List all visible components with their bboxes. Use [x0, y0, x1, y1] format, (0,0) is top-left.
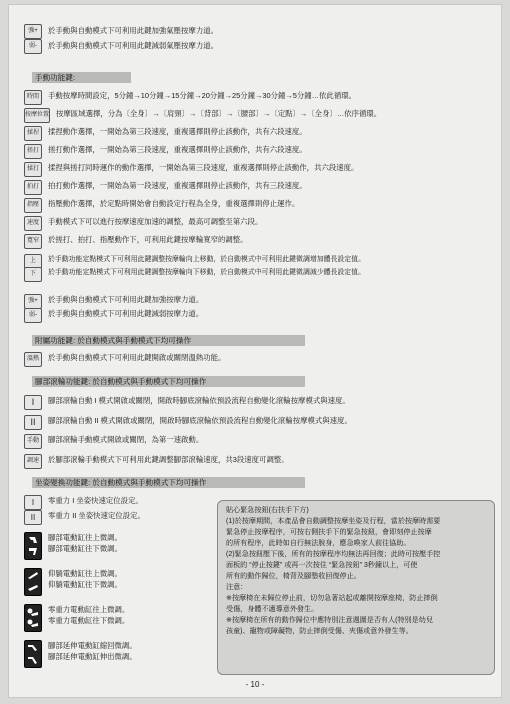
note-title: 貼心緊急按鈕(右扶手下方): [226, 506, 309, 514]
list-item: 寬窄 於搓打、拍打、指壓動作下，可利用此鍵按摩輪寬窄的調整。: [24, 234, 496, 249]
section-header-sit: 坐姿變換功能鍵: 於自動模式與手動模式下均可操作: [32, 477, 305, 488]
list-item: I 腳部滾輪自動 I 模式開啟或關閉，開啟時腳底滾輪依預設流程自動變化滾輪按摩模式與速度。: [24, 395, 496, 410]
list-item: 腳部電動缸往上微調。 腳部電動缸往下微調。: [24, 532, 496, 560]
list-item: 下 於手動功能定點模式下可利用此鍵調整按摩輪向下移動，於自動模式中可利用此鍵微調減少體長設定值。: [24, 267, 496, 282]
list-item: 零重力電動缸往上微調。 零重力電動缸往下微調。: [24, 604, 496, 632]
list-item: 搓打 搓打動作選擇，一開始為第三段速度，重複選擇則停止該動作，共有六段速度。: [24, 144, 496, 159]
zero-gravity-1-key: I: [24, 495, 42, 510]
foot-manual-key: 手動: [24, 434, 42, 449]
list-item: 強+ 於手動與自動模式下可利用此鍵加強氣壓按摩力道。: [24, 24, 496, 39]
strength-down-key: 弱-: [24, 308, 42, 323]
leg-extend-actuator-icon: [24, 640, 42, 668]
clap-key: 拍打: [24, 180, 42, 195]
emergency-note-box: 貼心緊急按鈕(右扶手下方) (1)於按摩期間，本產品會自動調整按摩坐姿及行程，當於按摩時需要 緊急停止按摩程序，可按右側扶手下的緊急按鈕，會即刻停止按摩 的所有程序，此時如自行無法脫身，應急喚家人前往協助。 (2)緊急按鈕壓下後，所有的按摩程序均無法再回復；此時可按壓手控 面板的 “停止按鍵” 或再一次按住 “緊急按鈕” 3秒鐘以上，可使 所有的動作歸位，椅背及腳墊收回復停止。 注意： ※按摩椅在未歸位停止前，切勿急著站起或離開按摩座椅，防止摔倒 受傷，身體不適導意外發生。 ※按摩椅在所有的動作歸位中應特別注意週圍是否有人(特別是幼兒 孩童)、寵物或障礙物，防止摔倒受傷、夾傷或意外發生等。: [217, 500, 495, 675]
list-item: 手動 腳部滾輪手動模式開啟或關閉，為第一速啟動。: [24, 434, 496, 449]
section-header-foot: 腳部滾輪功能鍵: 於自動模式與手動模式下均可操作: [32, 376, 305, 387]
list-item: 強+ 於手動與自動模式下可利用此鍵加強按摩力道。: [24, 294, 496, 309]
strength-up-key: 強+: [24, 294, 42, 309]
list-item: II 零重力 II 坐姿快速定位設定。: [24, 510, 496, 525]
strength-down-key: 弱-: [24, 39, 42, 54]
up-key: 上: [24, 254, 42, 269]
down-key: 下: [24, 267, 42, 282]
recline-actuator-icon: [24, 568, 42, 596]
list-item: 弱- 於手動與自動模式下可利用此鍵減弱氣壓按摩力道。: [24, 39, 496, 54]
list-item: 弱- 於手動與自動模式下可利用此鍵減弱按摩力道。: [24, 308, 496, 323]
tap-key: 搓打: [24, 144, 42, 159]
list-item: II 腳部滾輪自動 II 模式開啟或關閉，開啟時腳底滾輪依預設流程自動變化滾輪按摩模式與速度。: [24, 415, 496, 430]
list-item: 指壓 指壓動作選擇，於定點時開始會自動設定行程為全身，重複選擇則停止運作。: [24, 198, 496, 213]
shiatsu-key: 指壓: [24, 198, 42, 213]
zero-gravity-actuator-icon: [24, 604, 42, 632]
list-item: 揉捏 揉捏動作選擇，一開始為第三段速度，重複選擇則停止該動作，共有六段速度。: [24, 126, 496, 141]
width-key: 寬窄: [24, 234, 42, 249]
list-item: 拍打 拍打動作選擇，一開始為第一段速度，重複選擇則停止該動作，共有三段速度。: [24, 180, 496, 195]
strength-up-key: 強+: [24, 24, 42, 39]
time-key: 時間: [24, 90, 42, 105]
heat-key: 溫熱: [24, 352, 42, 367]
foot-auto-2-key: II: [24, 415, 42, 430]
list-item: 速度 手動模式下可以進行按摩速度加速的調整，最高可調整至第六段。: [24, 216, 496, 231]
section-header-aux: 附屬功能鍵: 於自動模式與手動模式下均可操作: [32, 335, 305, 346]
list-item: 上 於手動功能定點模式下可利用此鍵調整按摩輪向上移動，於自動模式中可利用此鍵微調增加體長設定值。: [24, 254, 496, 269]
zero-gravity-2-key: II: [24, 510, 42, 525]
list-item: 調速 於腳部滾輪手動模式下可利用此鍵調整腳部滾輪速度，共3段速度可調整。: [24, 454, 496, 469]
foot-speed-key: 調速: [24, 454, 42, 469]
list-item: 按摩位置 按摩區域選擇，分為〔全身〕→〔肩頸〕→〔背部〕→〔腰部〕→〔定點〕→〔全身〕…依序循環。: [24, 108, 496, 123]
knead-tap-key: 揉打: [24, 162, 42, 177]
list-item: 仰躺電動缸往上微調。 仰躺電動缸往下微調。: [24, 568, 496, 596]
page-number: - 10 -: [245, 680, 265, 689]
list-item: I 零重力 I 坐姿快速定位設定。: [24, 495, 496, 510]
foot-auto-1-key: I: [24, 395, 42, 410]
leg-actuator-icon: [24, 532, 42, 560]
position-key: 按摩位置: [24, 108, 50, 123]
speed-key: 速度: [24, 216, 42, 231]
knead-key: 揉捏: [24, 126, 42, 141]
list-item: 時間 手動按摩時間設定，5分鐘→10分鐘→15分鐘→20分鐘→25分鐘→30分鐘→5分鐘…依此循環。: [24, 90, 496, 105]
list-item: 溫熱 於手動與自動模式下可利用此鍵開啟或關閉溫熱功能。: [24, 352, 496, 367]
list-item: 揉打 揉捏與搓打同時運作的動作選擇，一開始為第三段速度，重複選擇則停止該動作，共六段速度。: [24, 162, 496, 177]
list-item: 腳部延伸電動缸縮回微調。 腳部延伸電動缸伸出微調。: [24, 640, 496, 668]
section-header-manual: 手動功能鍵:: [32, 72, 131, 83]
